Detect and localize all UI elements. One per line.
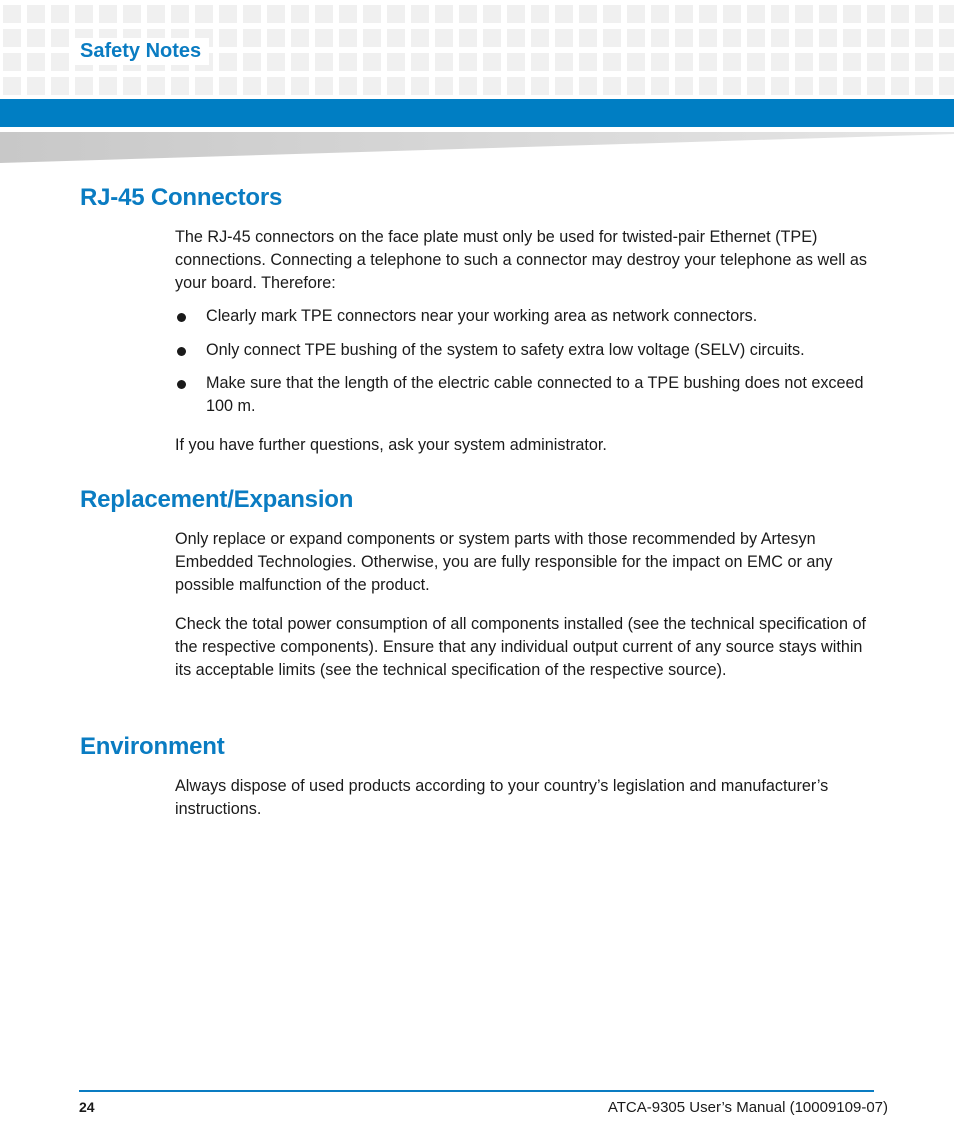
grid-square <box>51 77 69 95</box>
grid-square <box>843 53 861 71</box>
grid-square <box>99 5 117 23</box>
grid-square <box>363 77 381 95</box>
grid-square <box>243 5 261 23</box>
header-grey-wedge <box>0 132 954 163</box>
grid-square <box>3 77 21 95</box>
grid-square <box>819 53 837 71</box>
grid-square <box>27 29 45 47</box>
grid-square <box>891 77 909 95</box>
grid-square <box>243 29 261 47</box>
grid-square <box>747 29 765 47</box>
grid-square <box>219 5 237 23</box>
grid-square <box>219 53 237 71</box>
grid-square <box>939 53 954 71</box>
grid-square <box>675 29 693 47</box>
grid-square <box>219 29 237 47</box>
grid-square <box>723 29 741 47</box>
grid-square <box>819 5 837 23</box>
grid-square <box>867 53 885 71</box>
grid-square <box>459 5 477 23</box>
environment-paragraph: Always dispose of used products according to your country’s legislation and manufacturer’s instructions. <box>175 777 829 818</box>
grid-square <box>603 53 621 71</box>
grid-square <box>3 53 21 71</box>
grid-square <box>99 77 117 95</box>
grid-square <box>387 53 405 71</box>
grid-square <box>939 29 954 47</box>
rj45-intro-paragraph: The RJ-45 connectors on the face plate must only be used for twisted-pair Ethernet (TPE) connections. Connecting a telephone to such a connector may destroy your telephone as well as your board. Therefore: <box>175 228 867 292</box>
grid-square <box>435 53 453 71</box>
grid-square <box>267 77 285 95</box>
grid-square <box>651 53 669 71</box>
grid-square <box>435 5 453 23</box>
bullet-icon <box>177 380 186 389</box>
grid-square <box>771 77 789 95</box>
grid-square <box>315 29 333 47</box>
bullet-text: Only connect TPE bushing of the system to safety extra low voltage (SELV) circuits. <box>206 341 805 359</box>
heading-replacement-expansion: Replacement/Expansion <box>80 486 354 513</box>
grid-square <box>387 5 405 23</box>
grid-square <box>771 53 789 71</box>
grid-square <box>75 5 93 23</box>
grid-square <box>387 77 405 95</box>
grid-square <box>387 29 405 47</box>
grid-square <box>795 53 813 71</box>
grid-square <box>531 53 549 71</box>
grid-square <box>867 29 885 47</box>
grid-square <box>747 5 765 23</box>
grid-square <box>435 29 453 47</box>
grid-square <box>531 5 549 23</box>
grid-square <box>771 29 789 47</box>
grid-square <box>915 53 933 71</box>
grid-square <box>867 77 885 95</box>
grid-square <box>339 29 357 47</box>
grid-square <box>579 5 597 23</box>
grid-square <box>507 53 525 71</box>
grid-square <box>747 77 765 95</box>
grid-square <box>291 77 309 95</box>
grid-square <box>627 5 645 23</box>
grid-square <box>819 29 837 47</box>
grid-square <box>123 77 141 95</box>
header-pattern <box>0 0 954 98</box>
grid-square <box>579 53 597 71</box>
grid-square <box>627 77 645 95</box>
grid-square <box>579 29 597 47</box>
grid-square <box>531 77 549 95</box>
grid-square <box>435 77 453 95</box>
grid-square <box>363 5 381 23</box>
grid-square <box>363 53 381 71</box>
grid-square <box>555 29 573 47</box>
grid-square <box>363 29 381 47</box>
grid-square <box>627 29 645 47</box>
grid-square <box>195 77 213 95</box>
manual-title: ATCA-9305 User’s Manual (10009109-07) <box>607 1099 888 1116</box>
grid-square <box>531 29 549 47</box>
grid-square <box>315 5 333 23</box>
grid-square <box>123 5 141 23</box>
grid-square <box>483 77 501 95</box>
grid-square <box>507 5 525 23</box>
grid-square <box>411 53 429 71</box>
grid-square <box>675 53 693 71</box>
grid-square <box>411 5 429 23</box>
grid-square <box>555 53 573 71</box>
rj45-outro-paragraph: If you have further questions, ask your system administrator. <box>175 436 607 454</box>
heading-rj45-connectors: RJ-45 Connectors <box>80 184 283 211</box>
grid-square <box>267 5 285 23</box>
grid-square <box>651 77 669 95</box>
grid-square <box>555 77 573 95</box>
grid-square <box>819 77 837 95</box>
grid-square <box>411 29 429 47</box>
grid-square <box>339 77 357 95</box>
grid-square <box>651 29 669 47</box>
grid-square <box>507 77 525 95</box>
grid-square <box>339 53 357 71</box>
grid-square <box>459 77 477 95</box>
grid-square <box>723 5 741 23</box>
grid-square <box>315 77 333 95</box>
grid-square <box>891 5 909 23</box>
grid-square <box>771 5 789 23</box>
grid-square <box>795 77 813 95</box>
grid-square <box>843 5 861 23</box>
grid-square <box>891 29 909 47</box>
grid-square <box>219 77 237 95</box>
grid-square <box>603 29 621 47</box>
grid-square <box>699 29 717 47</box>
grid-square <box>843 29 861 47</box>
grid-square <box>3 5 21 23</box>
grid-square <box>27 77 45 95</box>
grid-square <box>675 5 693 23</box>
bullet-icon <box>177 313 186 322</box>
grid-square <box>699 5 717 23</box>
grid-square <box>147 77 165 95</box>
grid-square <box>891 53 909 71</box>
grid-square <box>627 53 645 71</box>
grid-square <box>651 5 669 23</box>
grid-square <box>507 29 525 47</box>
grid-square <box>603 5 621 23</box>
grid-square <box>483 29 501 47</box>
grid-square <box>795 5 813 23</box>
grid-square <box>195 5 213 23</box>
grid-square <box>579 77 597 95</box>
grid-square <box>675 77 693 95</box>
grid-square <box>915 29 933 47</box>
grid-square <box>75 77 93 95</box>
grid-square <box>171 5 189 23</box>
grid-square <box>915 77 933 95</box>
grid-square <box>843 77 861 95</box>
grid-square <box>243 53 261 71</box>
grid-square <box>51 5 69 23</box>
replacement-paragraph-2: Check the total power consumption of all components installed (see the technical specification of the respective components). Ensure that any individual output current of any source stays within its acceptable limits (see the technical specification of the respective source). <box>175 615 867 679</box>
section-title: Safety Notes <box>72 38 209 65</box>
grid-square <box>51 53 69 71</box>
grid-square <box>555 5 573 23</box>
grid-square <box>27 5 45 23</box>
grid-square <box>243 77 261 95</box>
grid-square <box>147 5 165 23</box>
grid-square <box>171 77 189 95</box>
grid-square <box>267 29 285 47</box>
grid-square <box>267 53 285 71</box>
grid-square <box>723 77 741 95</box>
footer-rule <box>79 1090 874 1092</box>
page-number: 24 <box>79 1099 95 1115</box>
bullet-text: Clearly mark TPE connectors near your working area as network connectors. <box>206 307 758 325</box>
heading-environment: Environment <box>80 733 225 760</box>
grid-square <box>939 77 954 95</box>
bullet-icon <box>177 347 186 356</box>
grid-square <box>483 5 501 23</box>
grid-square <box>795 29 813 47</box>
grid-square <box>867 5 885 23</box>
header-blue-bar <box>0 99 954 127</box>
grid-square <box>699 77 717 95</box>
grid-square <box>3 29 21 47</box>
grid-square <box>603 77 621 95</box>
grid-square <box>291 53 309 71</box>
grid-square <box>747 53 765 71</box>
grid-square <box>459 29 477 47</box>
replacement-paragraph-1: Only replace or expand components or system parts with those recommended by Artesyn Embedded Technologies. Otherwise, you are fully responsible for the impact on EMC or any possible malfunction of the product. <box>175 530 833 594</box>
grid-square <box>291 5 309 23</box>
grid-square <box>915 5 933 23</box>
grid-square <box>723 53 741 71</box>
grid-square <box>699 53 717 71</box>
grid-square <box>459 53 477 71</box>
grid-square <box>483 53 501 71</box>
grid-square <box>27 53 45 71</box>
grid-square <box>939 5 954 23</box>
grid-square <box>411 77 429 95</box>
bullet-text: Make sure that the length of the electric cable connected to a TPE bushing does not exceed 100 m. <box>206 374 864 415</box>
grid-square <box>315 53 333 71</box>
grid-square <box>339 5 357 23</box>
grid-square <box>291 29 309 47</box>
grid-square <box>51 29 69 47</box>
